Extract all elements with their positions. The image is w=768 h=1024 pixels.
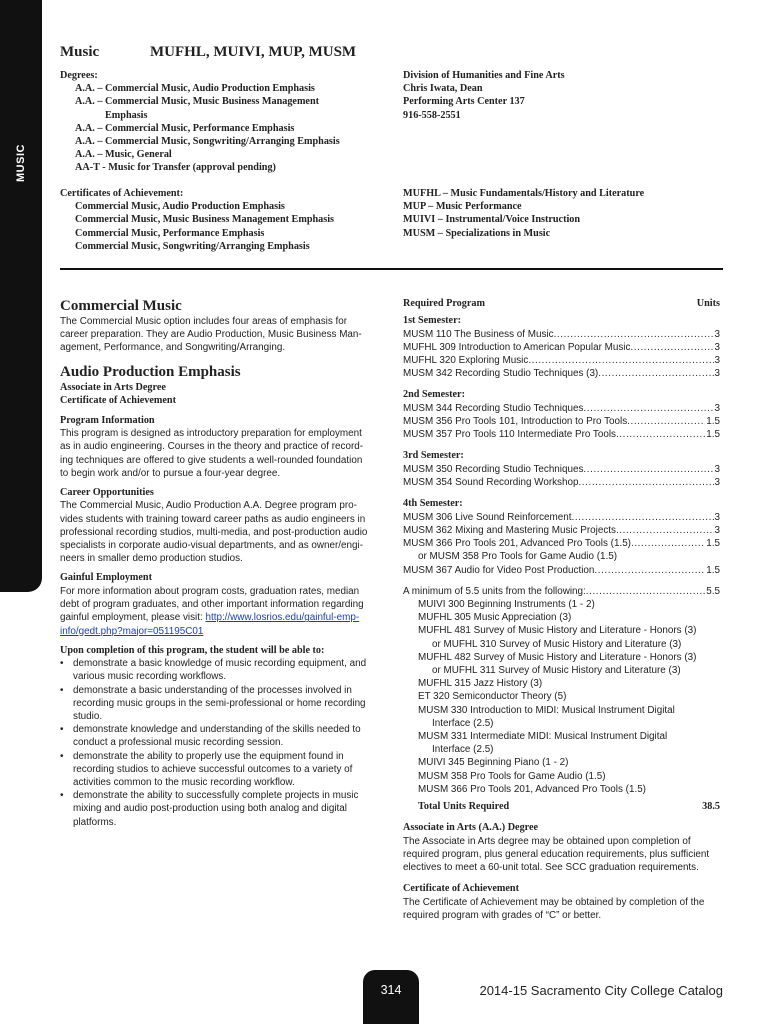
paragraph-line: specialists in corporate audio-visual departments, and as owner/engi- [60, 540, 363, 552]
outcome-item [60, 723, 380, 749]
page-subject: Music [60, 44, 100, 60]
paragraph-line: to begin work and/or to pursue a four-year degree. [60, 467, 281, 479]
page-number: 314 [380, 983, 402, 997]
outcome-line: activities common to the music recording workflow. [73, 777, 295, 789]
paragraph-text: gainful employment, please visit: [60, 612, 206, 624]
semester-heading: 2nd Semester: [403, 389, 465, 401]
degree-item: A.A. – Commercial Music, Music Business Management [75, 96, 320, 108]
outcome-item [60, 789, 380, 829]
total-units-value: 38.5 [702, 801, 720, 813]
dean-name: Chris Iwata, Dean [403, 83, 483, 95]
certificate-heading: Certificate of Achievement [403, 883, 519, 895]
degree-item: A.A. – Commercial Music, Performance Emphasis [75, 122, 295, 134]
paragraph-line: The Certificate of Achievement may be obtained by completion of the [403, 896, 705, 908]
outcome-line: demonstrate knowledge and understanding of the skills needed to [73, 724, 361, 736]
paragraph-line: as in audio engineering. Courses in the theory and practice of record- [60, 441, 364, 453]
required-program-header [403, 297, 720, 310]
course-units: 3 [714, 463, 720, 475]
paragraph-line: The Commercial Music option includes four areas of emphasis for [60, 316, 348, 327]
course-row [403, 354, 720, 367]
course-title: MUSM 306 Live Sound Reinforcement [403, 511, 572, 523]
program-information-heading: Program Information [60, 414, 155, 426]
paragraph-line: The Commercial Music, Audio Production A.A. Degree program pro- [60, 500, 357, 512]
course-alternative: or MUSM 358 Pro Tools for Game Audio (1.5) [418, 551, 618, 563]
elective-item: MUSM 358 Pro Tools for Game Audio (1.5) [418, 770, 606, 782]
elective-item: MUSM 331 Intermediate MIDI: Musical Instrument Digital [418, 731, 668, 743]
paragraph-line [60, 625, 380, 638]
elective-item: MUFHL 315 Jazz History (3) [418, 678, 543, 690]
course-row [403, 524, 720, 537]
right-column [403, 297, 720, 922]
course-units: 3 [714, 511, 720, 523]
course-title: MUSM 354 Sound Recording Workshop [403, 477, 579, 489]
degree-item: A.A. – Commercial Music, Audio Production Emphasis [75, 83, 315, 95]
paragraph-line [60, 611, 380, 624]
certificate-item: Commercial Music, Audio Production Emphasis [75, 201, 285, 213]
degree-item: A.A. – Commercial Music, Songwriting/Arranging Emphasis [75, 136, 340, 148]
paragraph-line: neers in smaller demo production studios. [60, 553, 243, 565]
prefix-item: MUP – Music Performance [403, 201, 522, 213]
course-title: MUSM 342 Recording Studio Techniques (3) [403, 368, 599, 380]
course-row [403, 367, 720, 380]
course-units: 3 [714, 354, 720, 366]
total-units-row [403, 800, 720, 813]
degree-item: A.A. – Music, General [75, 149, 172, 161]
paragraph-line: required program, plus general education requirements, plus sufficient [403, 848, 710, 860]
paragraph-line: The Associate in Arts degree may be obtained upon completion of [403, 835, 691, 847]
elective-item: MUFHL 305 Music Appreciation (3) [418, 612, 572, 624]
paragraph-line: career preparation. They are Audio Production, Music Business Man- [60, 329, 362, 341]
degree-item: AA-T - Music for Transfer (approval pending) [75, 162, 276, 174]
course-units: 3 [714, 477, 720, 489]
course-title: MUFHL 320 Exploring Music [403, 354, 529, 366]
elective-item: Interface (2.5) [432, 717, 494, 729]
course-row [403, 341, 720, 354]
course-units: 1.5 [706, 429, 720, 441]
certificate-type-label: Certificate of Achievement [60, 395, 176, 407]
degrees-block [60, 69, 340, 175]
outcomes-list [60, 657, 380, 829]
course-title: MUSM 357 Pro Tools 110 Intermediate Pro Tools [403, 429, 616, 441]
course-units: 1.5 [706, 538, 720, 550]
course-title: MUSM 367 Audio for Video Post Production [403, 564, 595, 576]
course-title: MUSM 362 Mixing and Mastering Music Projects [403, 525, 616, 537]
course-row [403, 415, 720, 428]
paragraph-line: debt of program graduates, and other important information regarding [60, 599, 364, 611]
division-name: Division of Humanities and Fine Arts [403, 70, 565, 81]
division-block [403, 69, 565, 122]
paragraph-line: required program with grades of “C” or better. [403, 909, 602, 921]
outcome-line: demonstrate the ability to successfully complete projects in music [73, 790, 359, 802]
elective-item: MUIVI 300 Beginning Instruments (1 - 2) [418, 599, 595, 611]
elective-minimum-text: A minimum of 5.5 units from the following: [403, 585, 586, 597]
outcome-line: studio. [73, 711, 103, 723]
certificate-item: Commercial Music, Performance Emphasis [75, 227, 265, 239]
course-row [403, 402, 720, 415]
course-units: 3 [714, 341, 720, 353]
required-program-label: Required Program [403, 298, 485, 309]
elective-item: or MUFHL 310 Survey of Music History and Literature (3) [432, 638, 682, 650]
outcome-line: demonstrate a basic understanding of the processes involved in [73, 684, 352, 696]
certificates-block [60, 187, 334, 253]
header-divider [60, 268, 723, 270]
elective-item: MUSM 330 Introduction to MIDI: Musical Instrument Digital [418, 704, 675, 716]
prefix-legend [403, 187, 644, 240]
course-row [403, 463, 720, 476]
course-title: MUSM 356 Pro Tools 101, Introduction to Pro Tools [403, 416, 628, 428]
elective-item: MUSM 366 Pro Tools 201, Advanced Pro Tools (1.5) [418, 783, 646, 795]
office-location: Performing Arts Center 137 [403, 96, 525, 108]
course-units: 1.5 [706, 416, 720, 428]
paragraph-line: For more information about program costs, graduation rates, median [60, 585, 360, 597]
elective-item: or MUFHL 311 Survey of Music History and Literature (3) [432, 665, 681, 677]
elective-item: MUFHL 482 Survey of Music History and Literature - Honors (3) [418, 651, 697, 663]
semester-heading: 4th Semester: [403, 498, 463, 510]
outcome-line: recording studios to achieve successful outcomes to a variety of [73, 763, 353, 775]
prefix-item: MUSM – Specializations in Music [403, 227, 551, 239]
paragraph-line: agement, Performance, and Songwriting/Arranging. [60, 342, 286, 354]
paragraph-line: professional recording studios, multi-media, and post-production audio [60, 526, 368, 538]
course-units: 3 [714, 525, 720, 537]
certificates-label: Certificates of Achievement: [60, 188, 184, 199]
outcome-item [60, 684, 380, 724]
degree-type-label: Associate in Arts Degree [60, 381, 166, 393]
prefix-item: MUIVI – Instrumental/Voice Instruction [403, 214, 581, 226]
phone-number: 916-558-2551 [403, 109, 461, 121]
outcome-line: mixing and audio post-production using both analog and digital [73, 803, 347, 815]
course-row [403, 328, 720, 341]
outcome-item [60, 657, 380, 683]
elective-minimum-row [403, 585, 720, 598]
course-row [403, 564, 720, 577]
audio-production-heading: Audio Production Emphasis [60, 363, 241, 380]
commercial-music-heading: Commercial Music [60, 298, 182, 314]
outcome-line: demonstrate the ability to properly use the equipment found in [73, 750, 344, 762]
elective-list [403, 598, 720, 796]
total-units-label: Total Units Required [418, 801, 510, 813]
outcome-line: platforms. [73, 816, 117, 828]
elective-item: MUIVI 345 Beginning Piano (1 - 2) [418, 757, 569, 769]
outcomes-heading: Upon completion of this program, the student will be able to: [60, 644, 325, 656]
course-title: MUSM 350 Recording Studio Techniques [403, 463, 584, 475]
course-title: MUFHL 309 Introduction to American Popular Music [403, 341, 631, 353]
course-row [403, 537, 720, 550]
elective-item: MUFHL 481 Survey of Music History and Literature - Honors (3) [418, 625, 697, 637]
outcome-line: recording music groups in the semi-professional or home recording [73, 697, 366, 709]
certificate-item: Commercial Music, Songwriting/Arranging Emphasis [75, 240, 310, 252]
units-label: Units [696, 298, 720, 309]
career-opportunities-heading: Career Opportunities [60, 486, 154, 498]
certificate-item: Commercial Music, Music Business Management Emphasis [75, 214, 335, 226]
page-number-tab [363, 970, 419, 1024]
degree-item-cont: Emphasis [105, 109, 148, 121]
side-tab-label: MUSIC [15, 144, 27, 182]
course-title: MUSM 110 The Business of Music [403, 328, 554, 340]
course-units: 1.5 [706, 564, 720, 576]
gainful-employment-link[interactable]: http://www.losrios.edu/gainful-emp- [205, 612, 360, 624]
degrees-label: Degrees: [60, 70, 98, 81]
side-section-tab [0, 0, 42, 592]
outcome-line: demonstrate a basic knowledge of music recording equipment, and [73, 658, 367, 670]
paragraph-line: electives to meet a 60-unit total. See SCC graduation requirements. [403, 862, 699, 873]
semester-heading: 1st Semester: [403, 315, 461, 326]
paragraph-line: vides students with training toward career paths as audio engineers in [60, 513, 366, 525]
course-row [403, 511, 720, 524]
course-units: 3 [714, 328, 720, 340]
elective-item: ET 320 Semiconductor Theory (5) [418, 691, 567, 703]
course-units: 3 [714, 402, 720, 414]
course-row [403, 428, 720, 441]
course-title: MUSM 344 Recording Studio Techniques [403, 402, 584, 414]
elective-item: Interface (2.5) [432, 744, 494, 756]
course-units: 3 [714, 368, 720, 380]
outcome-line: conduct a professional music recording session. [73, 737, 284, 749]
course-row [403, 476, 720, 489]
paragraph-line: This program is designed as introductory preparation for employment [60, 428, 362, 440]
aa-degree-heading: Associate in Arts (A.A.) Degree [403, 822, 539, 834]
outcome-item [60, 750, 380, 790]
prefix-item: MUFHL – Music Fundamentals/History and Literature [403, 188, 645, 199]
course-prefixes-title: MUFHL, MUIVI, MUP, MUSM [150, 44, 357, 60]
gainful-employment-link-cont[interactable]: info/gedt.php?major=051195C01 [60, 625, 204, 637]
semester-heading: 3rd Semester: [403, 450, 464, 462]
left-column [60, 297, 380, 829]
course-title: MUSM 366 Pro Tools 201, Advanced Pro Tools (1.5) [403, 538, 631, 550]
outcome-line: various music recording workflows. [73, 671, 227, 683]
paragraph-line: ing techniques are offered to give students a well-rounded foundation [60, 454, 363, 466]
catalog-footer: 2014-15 Sacramento City College Catalog [479, 983, 723, 998]
gainful-employment-heading: Gainful Employment [60, 572, 152, 584]
elective-minimum-units: 5.5 [706, 585, 720, 597]
